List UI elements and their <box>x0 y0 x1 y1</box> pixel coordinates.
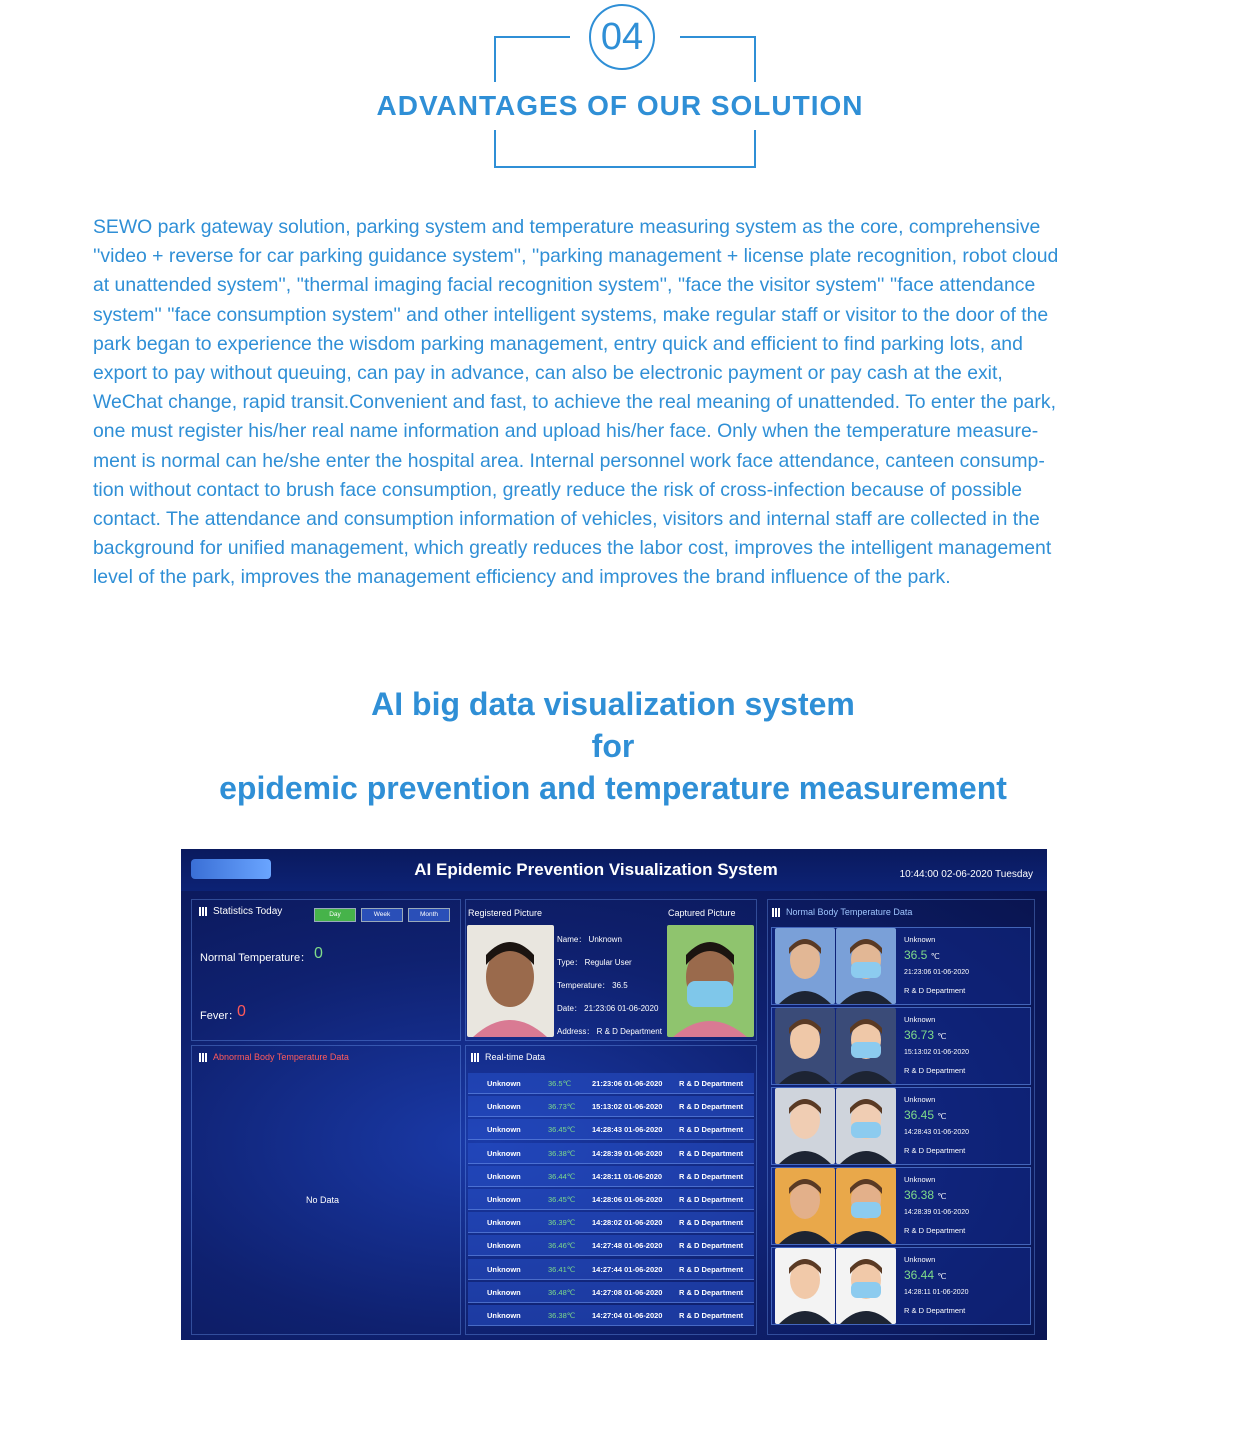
no-data-text: No Data <box>306 1195 340 1205</box>
card-name: Unknown <box>904 1095 936 1104</box>
rt-time: 14:28:43 01-06-2020 <box>592 1125 663 1135</box>
normal-title: Normal Body Temperature Data <box>786 907 913 917</box>
paragraph-line: SEWO park gateway solution, parking system and temperature measuring system as the core, comprehensive <box>93 216 1041 238</box>
card-temperature <box>904 1108 946 1122</box>
heading-line-3: epidemic prevention and temperature measurement <box>219 770 1007 806</box>
bars-icon <box>772 908 780 917</box>
tab-day[interactable]: Day <box>314 908 356 922</box>
abnormal-title: Abnormal Body Temperature Data <box>213 1052 349 1062</box>
fever-value: 0 <box>237 1003 246 1020</box>
card-time: 14:28:11 01-06-2020 <box>904 1289 969 1296</box>
paragraph-line: WeChat change, rapid transit.Convenient and fast, to achieve the real meaning of unattended. To enter the park, <box>93 391 1056 414</box>
rt-name: Unknown <box>487 1311 521 1320</box>
paragraph-line: background for unified management, which greatly reduces the labor cost, improves the intelligent management <box>93 537 1052 560</box>
rt-temp: 36.39℃ <box>548 1218 576 1228</box>
card-temp-value: 36.44 <box>904 1268 935 1282</box>
rt-name: Unknown <box>487 1287 521 1297</box>
rt-time: 14:27:44 01-06-2020 <box>592 1264 663 1274</box>
rt-dept: R & D Department <box>679 1148 744 1158</box>
record-type: Type： Regular User <box>557 958 632 967</box>
normal-card <box>771 927 1031 1005</box>
card-temp-value: 36.38 <box>904 1188 935 1202</box>
captured-thumbnail <box>775 928 835 1004</box>
tab-week[interactable]: Week <box>361 908 403 922</box>
card-name: Unknown <box>904 1175 936 1184</box>
card-temp-unit: ℃ <box>937 1192 947 1201</box>
card-temp-unit: ℃ <box>937 1032 947 1041</box>
normal-temperature-label: Normal Temperature： <box>200 952 312 964</box>
registered-picture-title: Registered Picture <box>468 908 543 918</box>
table-row <box>468 1073 754 1094</box>
normal-card <box>771 1167 1031 1245</box>
card-name: Unknown <box>904 935 936 944</box>
rt-dept: R & D Department <box>679 1311 744 1320</box>
table-row <box>468 1189 754 1210</box>
card-department: R & D Department <box>904 1226 966 1235</box>
realtime-title: Real-time Data <box>485 1052 546 1062</box>
registered-face-image <box>467 925 554 1037</box>
card-time: 15:13:02 01-06-2020 <box>904 1049 969 1056</box>
rt-name: Unknown <box>487 1079 521 1088</box>
rt-name: Unknown <box>487 1148 521 1158</box>
rt-dept: R & D Department <box>679 1079 744 1088</box>
card-department: R & D Department <box>904 1146 966 1155</box>
dashboard-header <box>181 849 1047 891</box>
rt-dept: R & D Department <box>679 1125 744 1135</box>
table-row <box>468 1096 754 1117</box>
masked-thumbnail <box>836 1248 896 1324</box>
normal-temperature-value: 0 <box>314 945 323 962</box>
rt-temp: 36.41℃ <box>548 1264 576 1274</box>
section-number: 04 <box>589 4 655 70</box>
paragraph-line: ''video + reverse for car parking guidance system'', ''parking management + license plate recognition, robot cloud <box>93 245 1059 268</box>
heading-line-2: for <box>591 728 635 764</box>
card-temp-value: 36.45 <box>904 1108 935 1122</box>
dashboard-title: AI Epidemic Prevention Visualization System <box>414 860 778 879</box>
heading-line-1: AI big data visualization system <box>371 686 855 722</box>
table-row <box>468 1143 754 1164</box>
rt-name: Unknown <box>487 1171 521 1181</box>
table-row <box>468 1259 754 1280</box>
fever-label: Fever： <box>200 1010 240 1022</box>
rt-temp: 36.45℃ <box>548 1195 576 1204</box>
rt-name: Unknown <box>487 1264 521 1274</box>
paragraph-line: contact. The attendance and consumption information of vehicles, visitors and internal staff are collected in the <box>93 508 1040 531</box>
rt-time: 14:27:04 01-06-2020 <box>592 1311 663 1320</box>
rt-temp: 36.73℃ <box>548 1102 576 1112</box>
paragraph-line: system'' ''face consumption system'' and other intelligent systems, make regular staff or visitor to the door of the <box>93 303 1049 326</box>
rt-dept: R & D Department <box>679 1195 744 1204</box>
rt-time: 15:13:02 01-06-2020 <box>592 1102 663 1112</box>
rt-dept: R & D Department <box>679 1102 744 1112</box>
record-date: Date： 21:23:06 01-06-2020 <box>557 1004 659 1013</box>
rt-temp: 36.48℃ <box>548 1287 576 1297</box>
rt-dept: R & D Department <box>679 1287 744 1297</box>
rt-time: 14:28:02 01-06-2020 <box>592 1218 663 1228</box>
record-name: Name： Unknown <box>557 935 622 944</box>
table-row <box>468 1282 754 1303</box>
rt-dept: R & D Department <box>679 1218 744 1228</box>
masked-thumbnail <box>836 1168 896 1244</box>
rt-name: Unknown <box>487 1195 521 1204</box>
dashboard-screenshot <box>181 849 1047 1340</box>
card-temperature <box>904 1268 946 1282</box>
rt-name: Unknown <box>487 1125 521 1135</box>
rt-time: 14:28:11 01-06-2020 <box>592 1171 663 1181</box>
card-temperature <box>904 1028 946 1042</box>
rt-temp: 36.38℃ <box>548 1148 576 1158</box>
rt-temp: 36.44℃ <box>548 1171 576 1181</box>
bars-icon <box>471 1053 479 1062</box>
rt-name: Unknown <box>487 1102 521 1112</box>
table-row <box>468 1119 754 1140</box>
table-row <box>468 1305 754 1326</box>
table-row <box>468 1235 754 1256</box>
captured-thumbnail <box>775 1008 835 1084</box>
card-temp-unit: ℃ <box>937 1112 947 1121</box>
abnormal-title-row <box>199 1052 349 1062</box>
card-temperature <box>904 1188 946 1202</box>
card-temp-value: 36.73 <box>904 1028 935 1042</box>
dashboard-datetime: 10:44:00 02-06-2020 Tuesday <box>899 869 1033 880</box>
card-department: R & D Department <box>904 986 966 995</box>
company-logo <box>191 859 271 879</box>
paragraph-line: ment is normal can he/she enter the hospital area. Internal personnel work face attendance, canteen consump- <box>93 449 1045 472</box>
card-department: R & D Department <box>904 1066 966 1075</box>
section-title: ADVANTAGES OF OUR SOLUTION <box>376 90 864 121</box>
rt-time: 14:28:39 01-06-2020 <box>592 1148 663 1158</box>
paragraph-line: tion without contact to brush face consumption, greatly reduce the risk of cross-infection because of possible <box>93 478 1023 501</box>
rt-temp: 36.5℃ <box>548 1079 572 1088</box>
card-temp-unit: ℃ <box>930 952 940 961</box>
rt-dept: R & D Department <box>679 1264 744 1274</box>
card-temp-unit: ℃ <box>937 1272 947 1281</box>
statistics-title-row <box>199 906 282 917</box>
card-time: 14:28:39 01-06-2020 <box>904 1209 969 1216</box>
rt-time: 14:28:06 01-06-2020 <box>592 1195 663 1204</box>
card-time: 14:28:43 01-06-2020 <box>904 1129 969 1136</box>
table-row <box>468 1212 754 1233</box>
rt-dept: R & D Department <box>679 1241 744 1251</box>
card-department: R & D Department <box>904 1306 966 1315</box>
bars-icon <box>199 1053 207 1062</box>
rt-temp: 36.45℃ <box>548 1125 576 1135</box>
captured-picture-title: Captured Picture <box>668 908 736 918</box>
description-paragraph <box>93 213 1143 593</box>
table-row <box>468 1166 754 1187</box>
masked-thumbnail <box>836 1008 896 1084</box>
realtime-title-row <box>471 1052 545 1062</box>
normal-card <box>771 1007 1031 1085</box>
captured-thumbnail <box>775 1248 835 1324</box>
bars-icon <box>199 907 207 916</box>
card-temp-value: 36.5 <box>904 948 928 962</box>
paragraph-line: one must register his/her real name information and upload his/her face. Only when the temperature measure- <box>93 420 1039 443</box>
record-temperature: Temperature： 36.5 <box>557 981 628 990</box>
rt-temp: 36.46℃ <box>548 1241 576 1251</box>
record-address: Address： R & D Department <box>557 1027 662 1036</box>
rt-dept: R & D Department <box>679 1171 744 1181</box>
paragraph-line: at unattended system'', ''thermal imaging facial recognition system'', ''face the visitor system'' ''face attendance <box>93 274 1036 297</box>
abnormal-panel <box>191 1045 461 1335</box>
normal-card <box>771 1247 1031 1325</box>
rt-temp: 36.38℃ <box>548 1311 576 1320</box>
captured-thumbnail <box>775 1088 835 1164</box>
section-frame-bottom <box>494 130 756 168</box>
captured-face-image <box>667 925 754 1037</box>
rt-name: Unknown <box>487 1218 521 1228</box>
statistics-title: Statistics Today <box>213 906 283 917</box>
card-name: Unknown <box>904 1255 936 1264</box>
rt-time: 14:27:48 01-06-2020 <box>592 1241 663 1251</box>
card-name: Unknown <box>904 1015 936 1024</box>
rt-name: Unknown <box>487 1241 521 1251</box>
captured-thumbnail <box>775 1168 835 1244</box>
masked-thumbnail <box>836 1088 896 1164</box>
rt-time: 21:23:06 01-06-2020 <box>592 1079 663 1088</box>
normal-title-row <box>772 907 912 917</box>
card-time: 21:23:06 01-06-2020 <box>904 969 969 976</box>
card-temperature <box>904 948 940 962</box>
paragraph-line: level of the park, improves the management efficiency and improves the brand influence of the park. <box>93 566 951 589</box>
masked-thumbnail <box>836 928 896 1004</box>
paragraph-line: export to pay without queuing, can pay in advance, can also be electronic payment or pay cash at the exit, <box>93 362 1003 385</box>
normal-card <box>771 1087 1031 1165</box>
paragraph-line: park began to experience the wisdom parking management, entry quick and efficient to find parking lots, and <box>93 332 1023 355</box>
rt-time: 14:27:08 01-06-2020 <box>592 1287 663 1297</box>
tab-month[interactable]: Month <box>408 908 450 922</box>
